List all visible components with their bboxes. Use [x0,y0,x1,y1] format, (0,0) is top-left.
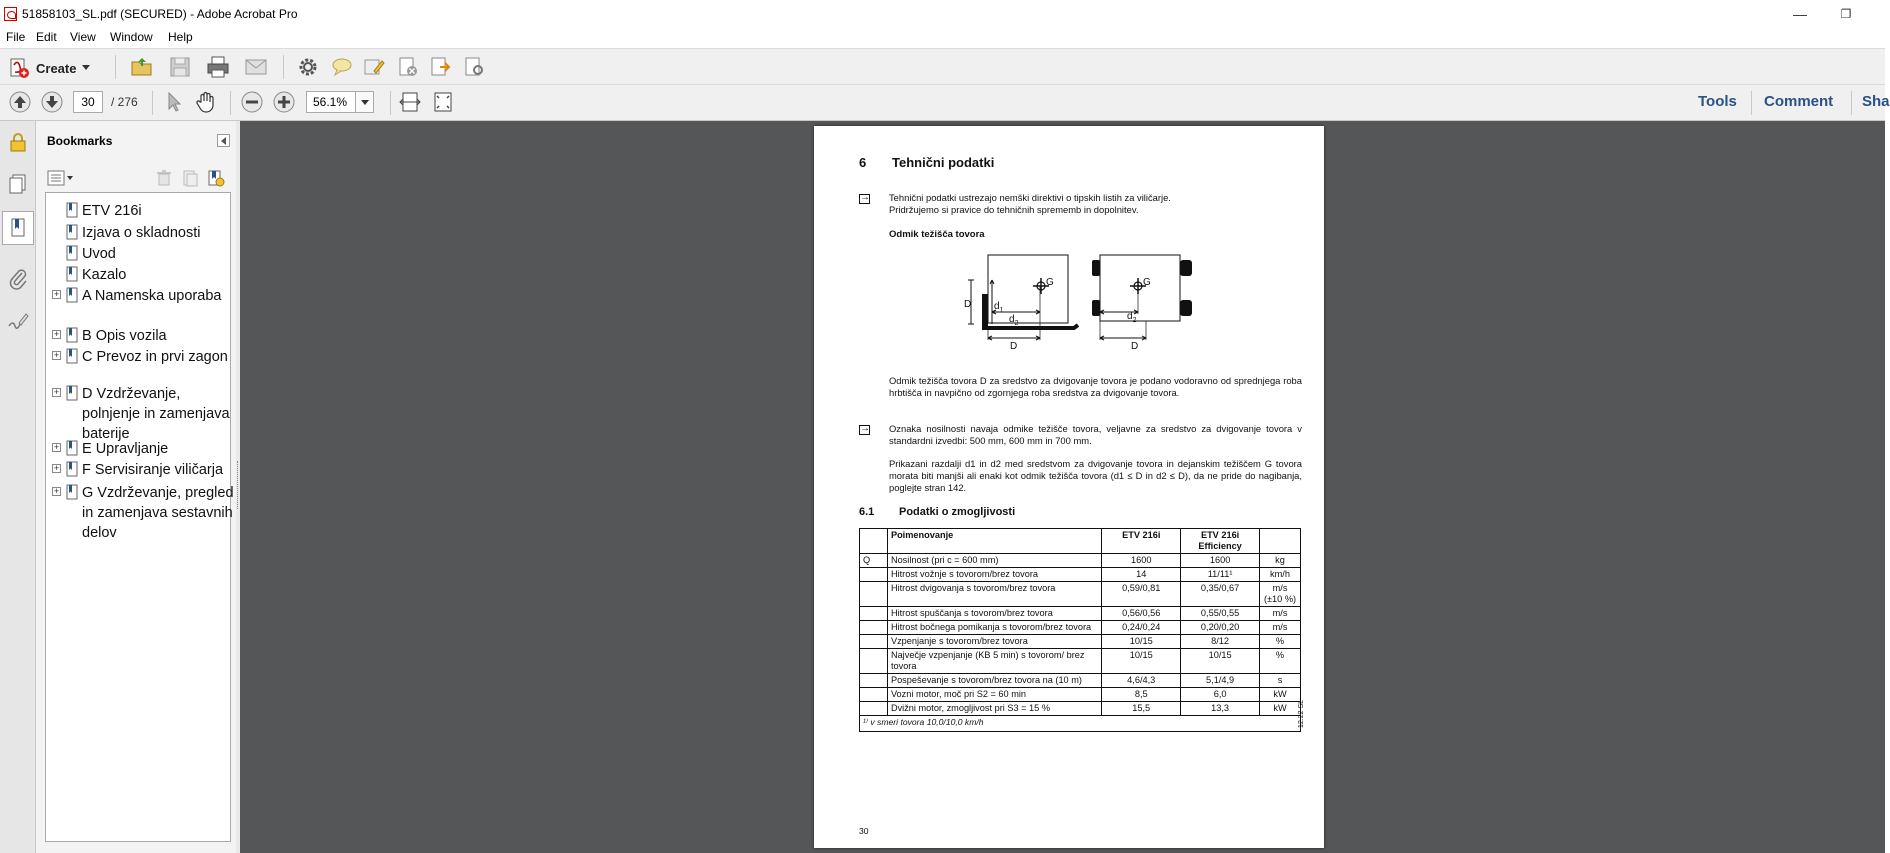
bookmark-label: G Vzdrževanje, pregled in zamenjava sestavnih delov [82,485,234,541]
fig-label-d2-left: $d_2$ [1009,314,1019,327]
expand-toggle-icon[interactable]: + [53,289,60,299]
table-row [860,554,1301,568]
new-bookmark-icon[interactable] [181,169,199,187]
table-cell: 10/15 [1181,649,1260,674]
menu-view[interactable]: View [70,30,96,44]
distances-paragraph: Prikazani razdalji d1 in d2 med sredstvom za dvigovanje tovora in dejanskim težiščem G tovora morata biti manjši ali enaki kot odmik težišča tovora (d1 ≤ D in d2 ≤ D), da ne pride do nagibanja, poglejte stran 142. [889,458,1302,493]
table-cell: % [1260,649,1301,674]
bookmark-label: D Vzdrževanje, polnjenje in zamenjava baterije [82,386,230,442]
table-cell: 6,0 [1181,688,1260,702]
document-viewport[interactable] [240,121,1885,853]
zoom-level-input[interactable]: 56.1% [306,91,356,113]
sub-heading: Odmik težišča tovora [889,229,985,240]
comment-bubble-icon[interactable] [330,55,354,79]
navigation-toolbar [0,85,1890,121]
table-cell [860,649,888,674]
hand-tool-icon[interactable] [194,90,218,114]
document-revision-code: 12.22 SL [1298,699,1305,728]
menu-file[interactable]: File [6,30,26,44]
chevron-down-icon [82,65,90,71]
table-cell [860,702,888,716]
bookmark-ribbon-icon [66,245,78,261]
page-number-footer: 30 [859,826,869,836]
table-footnote-row [860,716,1301,732]
table-cell: Hitrost bočnega pomikanja s tovorom/brez tovora [887,621,1101,635]
bookmark-ribbon-icon [66,287,78,303]
fit-width-icon[interactable] [398,90,422,114]
create-pdf-icon [8,57,30,79]
fig-label-d-bottom-left: D [1010,341,1018,352]
table-header-cell [1260,529,1301,554]
table-cell: Nosilnost (pri c = 600 mm) [887,554,1101,568]
sign-pen-icon[interactable] [362,55,386,79]
table-cell: Hitrost spuščanja s tovorom/brez tovora [887,607,1101,621]
bookmark-label: E Upravljanje [82,441,169,457]
page-thumbnails-icon[interactable] [7,173,29,195]
lock-icon[interactable] [7,131,29,153]
bookmark-label: ETV 216i [82,203,142,219]
table-cell: 0,56/0,56 [1102,607,1181,621]
bookmark-label: Izjava o skladnosti [82,225,201,241]
pdf-page [814,126,1324,848]
table-cell: Dvižni motor, zmogljivost pri S3 = 15 % [887,702,1101,716]
table-cell [860,607,888,621]
restore-button[interactable]: ❐ [1840,7,1852,21]
table-cell: Vozni motor, moč pri S2 = 60 min [887,688,1101,702]
table-header-cell: Poimenovanje [887,529,1101,554]
table-cell [860,621,888,635]
note-capacity: Oznaka nosilnosti navaja odmike težišče tovora, veljavne za sredstvo za dvigovanje tovora v standardni izvedbi: 500 mm, 600 mm in 700 mm. [889,423,1302,446]
bookmarks-panel [36,121,236,853]
table-cell: 14 [1102,568,1181,582]
expand-toggle-icon[interactable]: + [53,387,60,397]
expand-toggle-icon[interactable]: + [53,463,60,473]
table-cell: m/s [1260,607,1301,621]
bookmarks-tab[interactable] [2,211,34,245]
table-cell: kW [1260,702,1301,716]
bookmark-ribbon-icon [66,484,78,500]
table-cell: kW [1260,688,1301,702]
fig-label-d2-right: $d_2$ [1127,311,1137,324]
table-header-cell [860,529,888,554]
review-icon[interactable] [462,55,486,79]
table-cell: 0,35/0,67 [1181,582,1260,607]
open-folder-icon[interactable] [130,55,154,79]
table-cell: km/h [1260,568,1301,582]
bookmark-label: C Prevoz in prvi zagon [82,349,228,365]
bookmarks-toolbar [47,169,227,189]
menu-help[interactable]: Help [168,30,193,44]
bookmark-label: B Opis vozila [82,328,167,344]
expand-bookmark-icon[interactable] [207,169,225,187]
bookmark-label: Uvod [82,246,116,262]
email-icon[interactable] [244,55,268,79]
table-cell: 8,5 [1102,688,1181,702]
table-cell [860,674,888,688]
table-row [860,688,1301,702]
load-center-paragraph: Odmik težišča tovora D za sredstvo za dvigovanje tovora je podano vodoravno od sprednjega roba hrbtišča in navpično od zgornjega roba sredstva za dvigovanje tovora. [889,375,1302,398]
create-button[interactable] [8,56,90,80]
tools-pane-button[interactable]: Tools [1698,93,1737,110]
table-cell: 0,20/0,20 [1181,621,1260,635]
table-cell [860,688,888,702]
bookmark-ribbon-icon [66,440,78,456]
expand-toggle-icon[interactable]: + [53,486,60,496]
create-label: Create [36,60,77,76]
fig-label-d-vertical: D [964,299,972,310]
table-cell: m/s [1260,621,1301,635]
performance-data-table [859,528,1301,732]
table-cell: s [1260,674,1301,688]
expand-toggle-icon[interactable]: + [53,350,60,360]
table-row [860,674,1301,688]
table-cell [860,568,888,582]
attachment-paperclip-icon[interactable] [7,267,29,289]
window-title: 51858103_SL.pdf (SECURED) - Adobe Acrobat Pro [22,7,298,21]
bookmark-ribbon-icon [66,327,78,343]
minimize-button[interactable]: — [1793,6,1807,22]
table-row [860,635,1301,649]
table-cell: 11/11¹ [1181,568,1260,582]
zoom-dropdown-button[interactable] [355,91,374,113]
fig-label-g-right: G [1143,277,1151,288]
options-menu-icon[interactable] [47,169,75,187]
bookmark-ribbon-icon [66,385,78,401]
menu-window[interactable]: Window [110,30,153,44]
table-row [860,702,1301,716]
table-cell: 0,55/0,55 [1181,607,1260,621]
redact-icon[interactable] [396,55,420,79]
table-cell: 0,24/0,24 [1102,621,1181,635]
table-footnote: ¹⁾ v smeri tovora 10,0/10,0 km/h [860,716,1301,732]
table-cell: 0,59/0,81 [1102,582,1181,607]
expand-toggle-icon[interactable]: + [53,442,60,452]
table-cell: 13,3 [1181,702,1260,716]
table-cell: 1600 [1102,554,1181,568]
table-cell: Hitrost dvigovanja s tovorom/brez tovora [887,582,1101,607]
table-cell: 1600 [1181,554,1260,568]
table-cell: 10/15 [1102,649,1181,674]
fit-page-icon[interactable] [431,90,455,114]
table-row [860,582,1301,607]
table-cell: m/s (±10 %) [1260,582,1301,607]
table-row [860,621,1301,635]
table-header-cell: ETV 216i Efficiency [1181,529,1260,554]
table-cell: Pospeševanje s tovorom/brez tovora na (10 m) [887,674,1101,688]
zoom-in-icon[interactable] [272,90,296,114]
comment-pane-button[interactable]: Comment [1764,93,1834,110]
bookmark-label: Kazalo [82,267,127,283]
print-icon[interactable] [206,55,230,79]
table-cell: kg [1260,554,1301,568]
bookmark-tree [45,192,234,842]
bookmark-ribbon-icon [8,217,30,239]
page-number-input[interactable]: 30 [73,91,103,113]
acrobat-pdf-icon [4,7,17,21]
table-cell: Hitrost vožnje s tovorom/brez tovora [887,568,1101,582]
export-icon[interactable] [428,55,452,79]
table-cell [860,582,888,607]
save-icon[interactable] [168,55,192,79]
table-header-row [860,529,1301,554]
navigation-pane-rail [0,121,36,853]
note-tech-data: Tehnični podatki ustrezajo nemški direktivi o tipskih listih za viličarje. Pridržujemo si pravice do tehničnih sprememb in dopolnitev. [889,192,1171,215]
fig-label-g-left: G [1046,277,1054,288]
bookmark-ribbon-icon [66,224,78,240]
load-center-diagram [954,250,1194,360]
table-row [860,649,1301,674]
fig-label-d1: $d_1$ [994,301,1004,314]
fig-label-d-bottom-right: D [1131,341,1139,352]
table-cell: Vzpenjanje s tovorom/brez tovora [887,635,1101,649]
subsection-title: Podatki o zmogljivosti [899,506,1016,518]
table-cell [860,635,888,649]
signatures-icon[interactable] [7,309,29,331]
table-cell: 5,1/4,9 [1181,674,1260,688]
main-toolbar [0,48,1885,85]
delete-bookmark-icon[interactable] [155,169,173,187]
collapse-panel-button[interactable] [217,134,230,147]
bookmark-label: A Namenska uporaba [82,288,222,304]
table-header-cell: ETV 216i [1102,529,1181,554]
table-cell: Največje vzpenjanje (KB 5 min) s tovorom/ brez tovora [887,649,1101,674]
table-cell: 4,6/4,3 [1102,674,1181,688]
bookmark-ribbon-icon [66,348,78,364]
settings-gear-icon[interactable] [296,55,320,79]
zoom-out-icon[interactable] [240,90,264,114]
bookmarks-title: Bookmarks [47,134,113,148]
table-cell: 10/15 [1102,635,1181,649]
section-title: Tehnični podatki [892,155,995,170]
bookmark-ribbon-icon [66,202,78,218]
table-cell: 15,5 [1102,702,1181,716]
bookmark-ribbon-icon [66,461,78,477]
previous-page-icon[interactable] [8,90,32,114]
section-number: 6 [859,155,867,170]
title-bar [0,0,1885,28]
next-page-icon[interactable] [40,90,64,114]
table-cell: 8/12 [1181,635,1260,649]
table-cell: Q [860,554,888,568]
table-row [860,607,1301,621]
note-arrow-icon [859,194,870,204]
bookmark-label: F Servisiranje viličarja [82,462,224,478]
menu-bar [0,28,1885,48]
note-arrow-icon [859,425,870,435]
bookmark-ribbon-icon [66,266,78,282]
table-cell: % [1260,635,1301,649]
table-row [860,568,1301,582]
menu-edit[interactable]: Edit [36,30,57,44]
expand-toggle-icon[interactable]: + [53,329,60,339]
subsection-number: 6.1 [859,506,875,518]
page-total: / 276 [111,95,138,109]
share-pane-button[interactable]: Sha [1862,93,1890,110]
select-cursor-icon[interactable] [162,90,186,114]
